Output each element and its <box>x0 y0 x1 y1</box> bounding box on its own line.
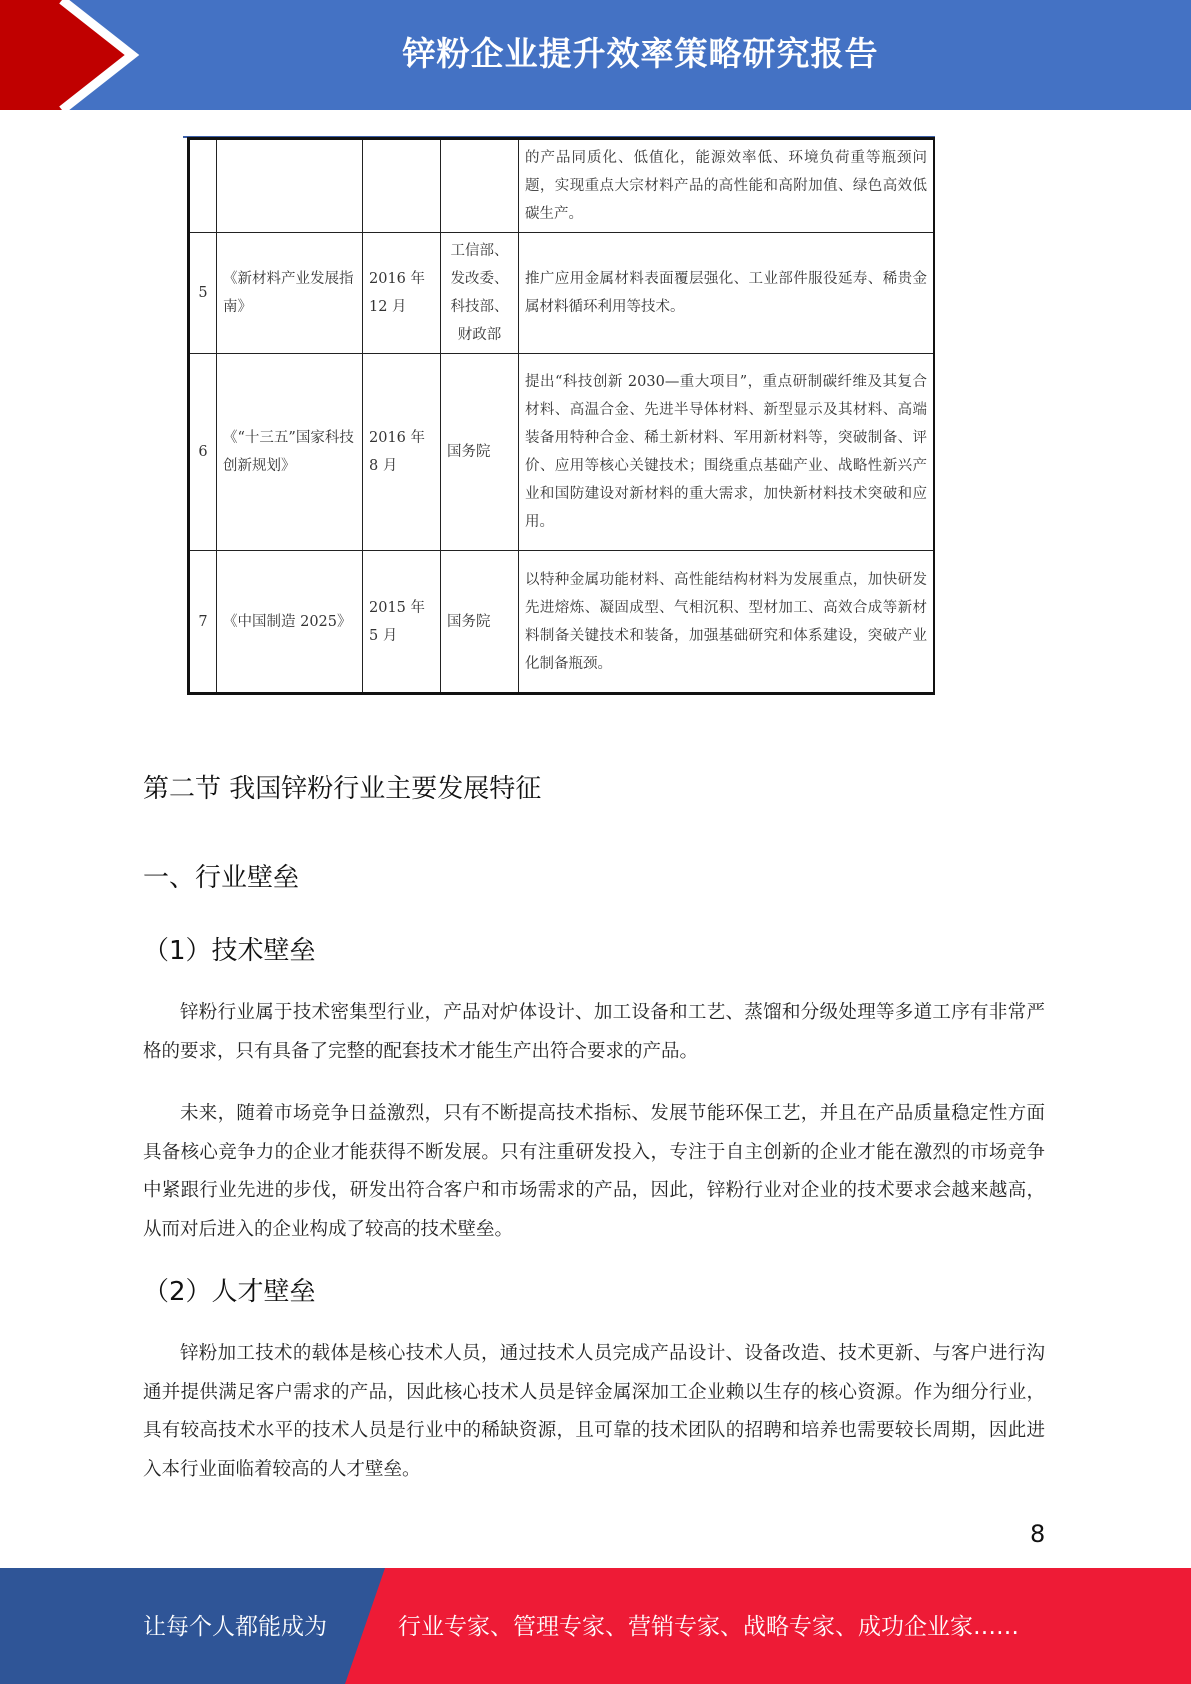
cell-name <box>217 139 363 233</box>
policy-table-container <box>187 137 935 695</box>
footer-slogan-left: 让每个人都能成为 <box>143 1614 327 1640</box>
page-header <box>0 0 1191 110</box>
section-heading: 第二节 我国锌粉行业主要发展特征 <box>143 774 542 804</box>
cell-dept: 国务院 <box>441 551 519 694</box>
item-heading-talent-barrier: （2）人才壁垒 <box>143 1277 316 1307</box>
cell-no: 6 <box>189 354 217 551</box>
footer-slogan-right: 行业专家、管理专家、营销专家、战略专家、成功企业家…… <box>398 1614 1019 1640</box>
table-row <box>189 139 935 233</box>
cell-dept: 国务院 <box>441 354 519 551</box>
cell-content: 的产品同质化、低值化，能源效率低、环境负荷重等瓶颈问题，实现重点大宗材料产品的高性能和高附加值、绿色高效低碳生产。 <box>519 139 935 233</box>
page-footer <box>0 1568 1191 1684</box>
body-paragraph: 未来，随着市场竞争日益激烈，只有不断提高技术指标、发展节能环保工艺，并且在产品质量稳定性方面具备核心竞争力的企业才能获得不断发展。只有注重研发投入，专注于自主创新的企业才能在激烈的市场竞争中紧跟行业先进的步伐，研发出符合客户和市场需求的产品，因此，锌粉行业对企业的技术要求会越来越高，从而对后进入的企业构成了较高的技术壁垒。 <box>143 1103 1045 1240</box>
cell-content: 推广应用金属材料表面覆层强化、工业部件服役延寿、稀贵金属材料循环利用等技术。 <box>519 233 935 354</box>
cell-name: 《“十三五”国家科技创新规划》 <box>217 354 363 551</box>
cell-no: 7 <box>189 551 217 694</box>
subsection-heading: 一、行业壁垒 <box>143 863 300 893</box>
cell-date: 2016 年 8 月 <box>363 354 441 551</box>
cell-no: 5 <box>189 233 217 354</box>
body-paragraph: 锌粉行业属于技术密集型行业，产品对炉体设计、加工设备和工艺、蒸馏和分级处理等多道工序有非常严格的要求，只有具备了完整的配套技术才能生产出符合要求的产品。 <box>143 1002 1045 1062</box>
cell-dept <box>441 139 519 233</box>
cell-no <box>189 139 217 233</box>
table-row <box>189 551 935 694</box>
body-paragraph: 锌粉加工技术的载体是核心技术人员，通过技术人员完成产品设计、设备改造、技术更新、与客户进行沟通并提供满足客户需求的产品，因此核心技术人员是锌金属深加工企业赖以生存的核心资源。作为细分行业，具有较高技术水平的技术人员是行业中的稀缺资源，且可靠的技术团队的招聘和培养也需要较长周期，因此进入本行业面临着较高的人才壁垒。 <box>143 1343 1045 1480</box>
table-row <box>189 233 935 354</box>
cell-content: 以特种金属功能材料、高性能结构材料为发展重点，加快研发先进熔炼、凝固成型、气相沉积、型材加工、高效合成等新材料制备关键技术和装备，加强基础研究和体系建设，突破产业化制备瓶颈。 <box>519 551 935 694</box>
cell-date: 2015 年 5 月 <box>363 551 441 694</box>
cell-date: 2016 年 12 月 <box>363 233 441 354</box>
cell-date <box>363 139 441 233</box>
cell-name: 《新材料产业发展指南》 <box>217 233 363 354</box>
table-row <box>189 354 935 551</box>
item-heading-technology-barrier: （1）技术壁垒 <box>143 936 316 966</box>
cell-content: 提出“科技创新 2030—重大项目”，重点研制碳纤维及其复合材料、高温合金、先进半导体材料、新型显示及其材料、高端装备用特种合金、稀土新材料、军用新材料等，突破制备、评价、应用等核心关键技术；围绕重点基础产业、战略性新兴产业和国防建设对新材料的重大需求，加快新材料技术突破和应用。 <box>519 354 935 551</box>
policy-table <box>187 137 935 695</box>
cell-name: 《中国制造 2025》 <box>217 551 363 694</box>
report-title: 锌粉企业提升效率策略研究报告 <box>402 34 879 73</box>
cell-dept: 工信部、发改委、科技部、财政部 <box>441 233 519 354</box>
page-number: 8 <box>1030 1520 1046 1548</box>
